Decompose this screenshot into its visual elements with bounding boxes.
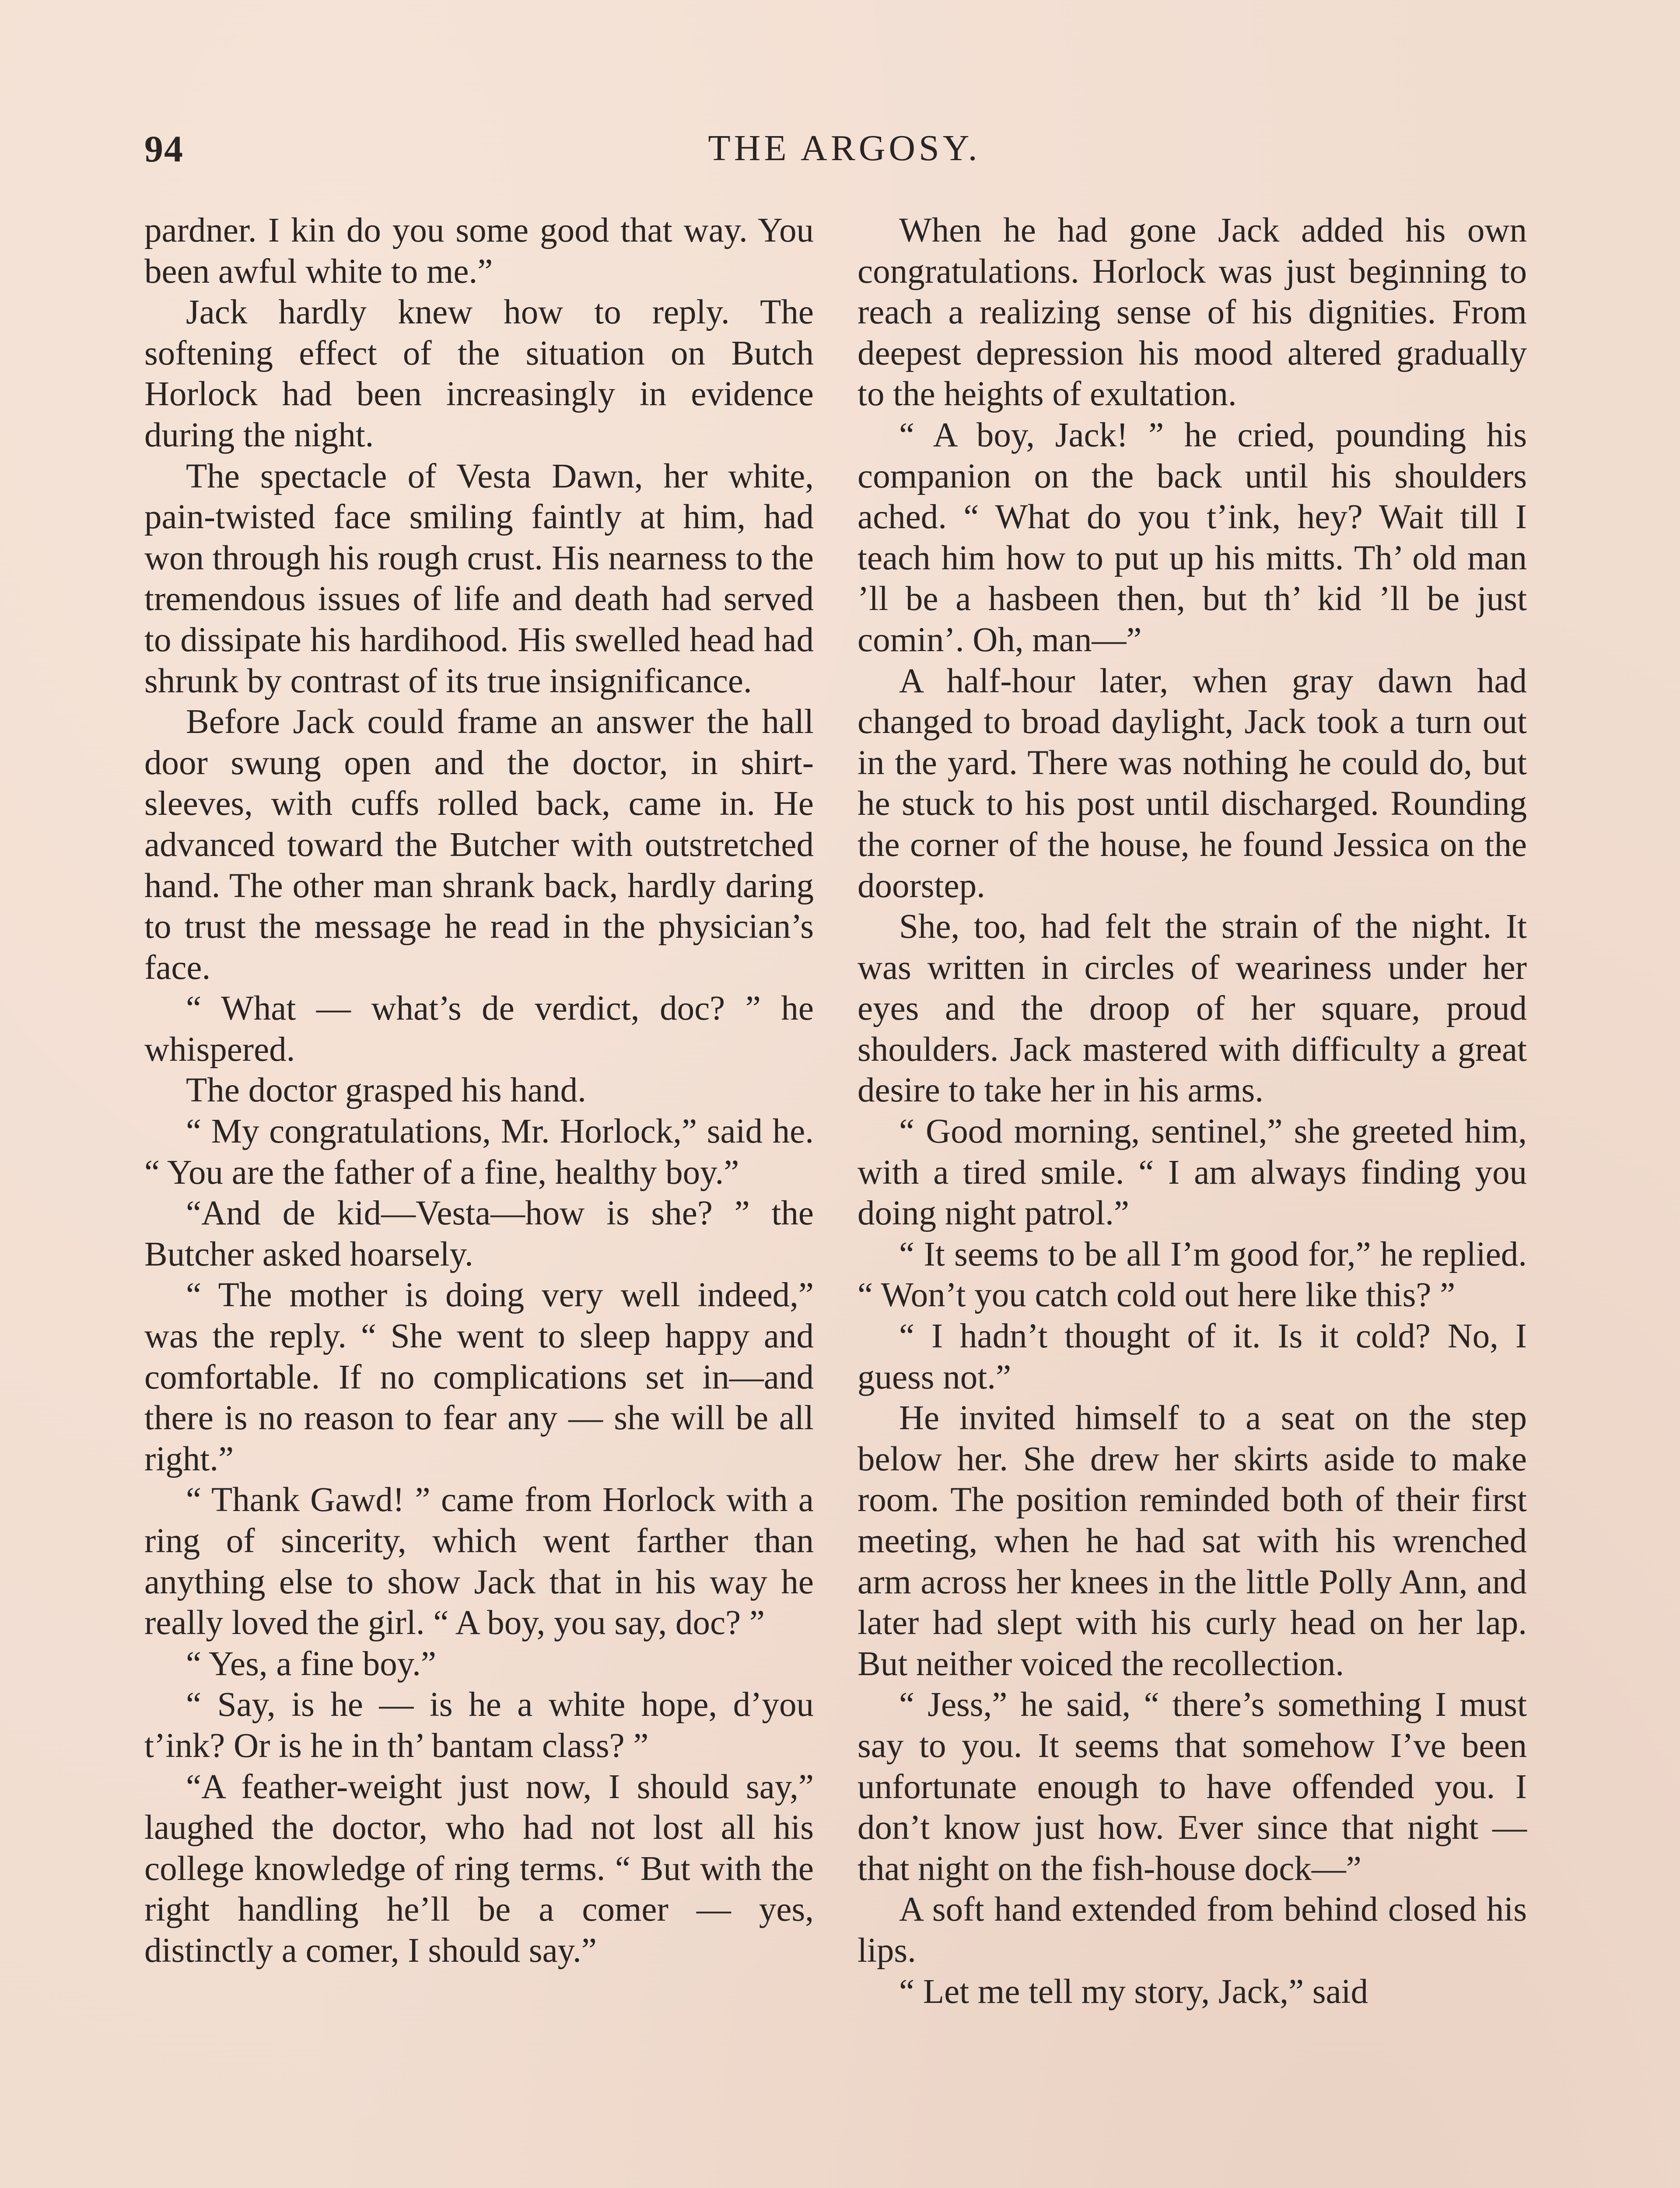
running-title: THE ARGOSY. [708,128,981,168]
left-column [144,210,814,1971]
paragraph: “ Let me tell my story, Jack,” said [899,1972,1368,2011]
page-number: 94 [144,128,184,170]
paragraph: pardner. I kin do you some good that way. You been awful white to me.” [144,211,814,291]
paragraph: “A feather-weight just now, I should say,” laughed the doctor, who had not lost all his college knowledge of ring terms. “ But with the right handling he’ll be a comer — yes, distinctly a comer, I should say.” [144,1767,814,1970]
paragraph: “ I hadn’t thought of it. Is it cold? No, I guess not.” [858,1317,1527,1396]
paragraph: He invited himself to a seat on the step below her. She drew her skirts aside to make room. The position reminded both of their first meeting, when he had sat with his wrenched arm across her knees in the little Polly Ann, and later had slept with his curly head on her lap. But neither voiced the recollection. [858,1399,1527,1683]
paragraph: “ A boy, Jack! ” he cried, pounding his companion on the back until his shoulders ached. “ What do you t’ink, hey? Wait till I teach him how to put up his mitts. Th’ old man ’ll be a hasbeen then, but th’ kid ’ll be just comin’. Oh, man—” [858,416,1527,659]
paragraph: Jack hardly knew how to reply. The softening effect of the situation on Butch Horlock had been increasingly in evidence during the night. [144,293,814,454]
right-column [858,210,1527,2012]
paragraph: “ What — what’s de verdict, doc? ” he whispered. [144,989,814,1069]
paragraph: “ Thank Gawd! ” came from Horlock with a ring of sincerity, which went farther than anything else to show Jack that in his way he really loved the girl. “ A boy, you say, doc? ” [144,1481,814,1642]
paragraph: Before Jack could frame an answer the hall door swung open and the doctor, in shirt-sleeves, with cuffs rolled back, came in. He advanced toward the Butcher with outstretched hand. The other man shrank back, hardly daring to trust the message he read in the physician’s face. [144,703,814,987]
paragraph: A half-hour later, when gray dawn had changed to broad daylight, Jack took a turn out in the yard. There was nothing he could do, but he stuck to his post until discharged. Rounding the corner of the house, he found Jessica on the doorstep. [858,662,1527,905]
paragraph: She, too, had felt the strain of the night. It was written in circles of weariness under her eyes and the droop of her square, proud shoulders. Jack mastered with difficulty a great desire to take her in his arms. [858,908,1527,1110]
paragraph: “ The mother is doing very well indeed,” was the reply. “ She went to sleep happy and comfortable. If no complications set in—and there is no reason to fear any — she will be all right.” [144,1276,814,1478]
paragraph: “ My congratulations, Mr. Horlock,” said he. “ You are the father of a fine, healthy boy.” [144,1112,814,1192]
paragraph: “ It seems to be all I’m good for,” he replied. “ Won’t you catch cold out here like this? ” [858,1235,1527,1315]
paragraph: “ Good morning, sentinel,” she greeted him, with a tired smile. “ I am always finding you doing night patrol.” [858,1112,1527,1233]
paragraph: “And de kid—Vesta—how is she? ” the Butcher asked hoarsely. [144,1194,814,1273]
page-header [144,127,1544,175]
paragraph: The doctor grasped his hand. [186,1071,586,1110]
paragraph: “ Jess,” he said, “ there’s something I must say to you. It seems that somehow I’ve been unfortunate enough to have offended you. I don’t know just how. Ever since that night —that night on the fish-house dock—” [858,1686,1527,1888]
paragraph: “ Yes, a fine boy.” [186,1645,436,1683]
paragraph: “ Say, is he — is he a white hope, d’you t’ink? Or is he in th’ bantam class? ” [144,1686,814,1765]
paragraph: The spectacle of Vesta Dawn, her white, pain-twisted face smiling faintly at him, had won through his rough crust. His nearness to the tremendous issues of life and death had served to dissipate his hardihood. His swelled head had shrunk by contrast of its true insignificance. [144,457,814,700]
paragraph: When he had gone Jack added his own congratulations. Horlock was just beginning to reach a realizing sense of his dignities. From deepest depression his mood altered gradually to the heights of exultation. [858,211,1527,414]
paragraph: A soft hand extended from behind closed his lips. [858,1890,1527,1970]
